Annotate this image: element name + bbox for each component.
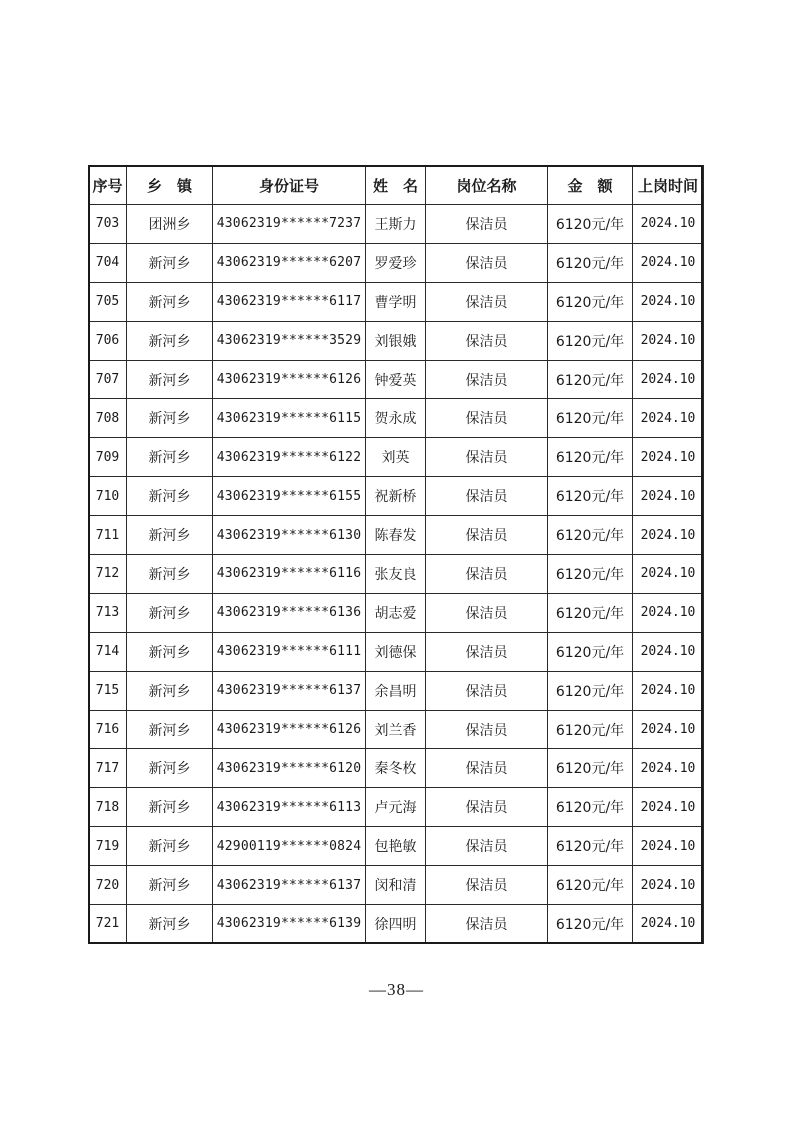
cell-id-number: 43062319******6155 bbox=[213, 477, 366, 516]
cell-position: 保洁员 bbox=[426, 632, 548, 671]
cell-position: 保洁员 bbox=[426, 671, 548, 710]
cell-serial: 713 bbox=[89, 593, 127, 632]
cell-township: 新河乡 bbox=[127, 555, 213, 594]
cell-amount: 6120元/年 bbox=[548, 866, 633, 905]
cell-start-date: 2024.10 bbox=[633, 905, 704, 944]
cell-id-number: 43062319******6207 bbox=[213, 243, 366, 282]
header-serial: 序号 bbox=[89, 166, 127, 205]
cell-township: 新河乡 bbox=[127, 632, 213, 671]
table-row bbox=[89, 671, 704, 710]
cell-serial: 721 bbox=[89, 905, 127, 944]
cell-name: 王斯力 bbox=[366, 205, 426, 244]
cell-serial: 720 bbox=[89, 866, 127, 905]
cell-name: 秦冬枚 bbox=[366, 749, 426, 788]
cell-start-date: 2024.10 bbox=[633, 555, 704, 594]
cell-position: 保洁员 bbox=[426, 205, 548, 244]
cell-name: 闵和清 bbox=[366, 866, 426, 905]
table-header-row bbox=[89, 166, 704, 205]
cell-name: 张友良 bbox=[366, 555, 426, 594]
cell-start-date: 2024.10 bbox=[633, 632, 704, 671]
cell-id-number: 43062319******6117 bbox=[213, 282, 366, 321]
table-body bbox=[89, 205, 704, 944]
cell-township: 新河乡 bbox=[127, 477, 213, 516]
cell-serial: 709 bbox=[89, 438, 127, 477]
cell-serial: 711 bbox=[89, 516, 127, 555]
cell-township: 团洲乡 bbox=[127, 205, 213, 244]
cell-position: 保洁员 bbox=[426, 477, 548, 516]
cell-township: 新河乡 bbox=[127, 243, 213, 282]
table-row bbox=[89, 477, 704, 516]
cell-serial: 703 bbox=[89, 205, 127, 244]
cell-start-date: 2024.10 bbox=[633, 749, 704, 788]
cell-id-number: 43062319******6116 bbox=[213, 555, 366, 594]
table-row bbox=[89, 360, 704, 399]
cell-start-date: 2024.10 bbox=[633, 360, 704, 399]
cell-township: 新河乡 bbox=[127, 399, 213, 438]
table-row bbox=[89, 205, 704, 244]
cell-amount: 6120元/年 bbox=[548, 516, 633, 555]
table-row bbox=[89, 555, 704, 594]
cell-start-date: 2024.10 bbox=[633, 438, 704, 477]
cell-start-date: 2024.10 bbox=[633, 243, 704, 282]
cell-start-date: 2024.10 bbox=[633, 516, 704, 555]
cell-township: 新河乡 bbox=[127, 516, 213, 555]
table-row bbox=[89, 516, 704, 555]
cell-township: 新河乡 bbox=[127, 360, 213, 399]
cell-township: 新河乡 bbox=[127, 671, 213, 710]
cell-id-number: 43062319******6137 bbox=[213, 671, 366, 710]
cell-name: 徐四明 bbox=[366, 905, 426, 944]
cell-township: 新河乡 bbox=[127, 905, 213, 944]
cell-id-number: 43062319******6139 bbox=[213, 905, 366, 944]
cell-start-date: 2024.10 bbox=[633, 866, 704, 905]
cell-township: 新河乡 bbox=[127, 788, 213, 827]
cell-amount: 6120元/年 bbox=[548, 243, 633, 282]
cell-position: 保洁员 bbox=[426, 321, 548, 360]
cell-id-number: 43062319******6130 bbox=[213, 516, 366, 555]
roster-table bbox=[88, 165, 704, 944]
cell-township: 新河乡 bbox=[127, 749, 213, 788]
cell-name: 刘德保 bbox=[366, 632, 426, 671]
cell-name: 陈春发 bbox=[366, 516, 426, 555]
cell-position: 保洁员 bbox=[426, 749, 548, 788]
cell-name: 刘英 bbox=[366, 438, 426, 477]
cell-serial: 712 bbox=[89, 555, 127, 594]
cell-position: 保洁员 bbox=[426, 788, 548, 827]
cell-amount: 6120元/年 bbox=[548, 827, 633, 866]
cell-serial: 716 bbox=[89, 710, 127, 749]
cell-name: 卢元海 bbox=[366, 788, 426, 827]
cell-amount: 6120元/年 bbox=[548, 749, 633, 788]
cell-serial: 708 bbox=[89, 399, 127, 438]
cell-position: 保洁员 bbox=[426, 360, 548, 399]
cell-start-date: 2024.10 bbox=[633, 321, 704, 360]
table-row bbox=[89, 866, 704, 905]
cell-amount: 6120元/年 bbox=[548, 671, 633, 710]
cell-position: 保洁员 bbox=[426, 905, 548, 944]
table-row bbox=[89, 282, 704, 321]
table-row bbox=[89, 243, 704, 282]
cell-township: 新河乡 bbox=[127, 827, 213, 866]
cell-start-date: 2024.10 bbox=[633, 399, 704, 438]
cell-id-number: 43062319******6126 bbox=[213, 710, 366, 749]
cell-township: 新河乡 bbox=[127, 710, 213, 749]
cell-id-number: 43062319******6113 bbox=[213, 788, 366, 827]
cell-id-number: 43062319******6120 bbox=[213, 749, 366, 788]
cell-position: 保洁员 bbox=[426, 438, 548, 477]
cell-name: 刘兰香 bbox=[366, 710, 426, 749]
cell-serial: 719 bbox=[89, 827, 127, 866]
table-row bbox=[89, 632, 704, 671]
cell-position: 保洁员 bbox=[426, 555, 548, 594]
cell-position: 保洁员 bbox=[426, 710, 548, 749]
cell-name: 曹学明 bbox=[366, 282, 426, 321]
cell-id-number: 43062319******6111 bbox=[213, 632, 366, 671]
table-row bbox=[89, 321, 704, 360]
cell-start-date: 2024.10 bbox=[633, 827, 704, 866]
cell-position: 保洁员 bbox=[426, 593, 548, 632]
cell-amount: 6120元/年 bbox=[548, 399, 633, 438]
cell-township: 新河乡 bbox=[127, 438, 213, 477]
cell-name: 祝新桥 bbox=[366, 477, 426, 516]
cell-township: 新河乡 bbox=[127, 593, 213, 632]
cell-amount: 6120元/年 bbox=[548, 321, 633, 360]
cell-position: 保洁员 bbox=[426, 243, 548, 282]
cell-start-date: 2024.10 bbox=[633, 205, 704, 244]
cell-township: 新河乡 bbox=[127, 282, 213, 321]
page-number: —38— bbox=[369, 980, 424, 999]
cell-name: 罗爱珍 bbox=[366, 243, 426, 282]
cell-amount: 6120元/年 bbox=[548, 477, 633, 516]
cell-id-number: 43062319******6126 bbox=[213, 360, 366, 399]
table-row bbox=[89, 438, 704, 477]
cell-serial: 710 bbox=[89, 477, 127, 516]
table-row bbox=[89, 749, 704, 788]
cell-name: 钟爱英 bbox=[366, 360, 426, 399]
cell-amount: 6120元/年 bbox=[548, 632, 633, 671]
cell-serial: 717 bbox=[89, 749, 127, 788]
header-township: 乡 镇 bbox=[127, 166, 213, 205]
cell-id-number: 43062319******6136 bbox=[213, 593, 366, 632]
table-row bbox=[89, 399, 704, 438]
header-position: 岗位名称 bbox=[426, 166, 548, 205]
cell-township: 新河乡 bbox=[127, 321, 213, 360]
cell-serial: 714 bbox=[89, 632, 127, 671]
cell-township: 新河乡 bbox=[127, 866, 213, 905]
cell-name: 包艳敏 bbox=[366, 827, 426, 866]
cell-id-number: 42900119******0824 bbox=[213, 827, 366, 866]
cell-position: 保洁员 bbox=[426, 282, 548, 321]
cell-name: 胡志爱 bbox=[366, 593, 426, 632]
cell-amount: 6120元/年 bbox=[548, 905, 633, 944]
cell-amount: 6120元/年 bbox=[548, 555, 633, 594]
cell-name: 贺永成 bbox=[366, 399, 426, 438]
table-row bbox=[89, 710, 704, 749]
table-row bbox=[89, 827, 704, 866]
cell-serial: 706 bbox=[89, 321, 127, 360]
cell-amount: 6120元/年 bbox=[548, 788, 633, 827]
cell-serial: 705 bbox=[89, 282, 127, 321]
header-name: 姓 名 bbox=[366, 166, 426, 205]
cell-amount: 6120元/年 bbox=[548, 205, 633, 244]
table-row bbox=[89, 788, 704, 827]
cell-position: 保洁员 bbox=[426, 516, 548, 555]
header-amount: 金 额 bbox=[548, 166, 633, 205]
cell-amount: 6120元/年 bbox=[548, 438, 633, 477]
table-row bbox=[89, 593, 704, 632]
cell-amount: 6120元/年 bbox=[548, 360, 633, 399]
cell-start-date: 2024.10 bbox=[633, 477, 704, 516]
cell-name: 余昌明 bbox=[366, 671, 426, 710]
header-id-number: 身份证号 bbox=[213, 166, 366, 205]
cell-name: 刘银娥 bbox=[366, 321, 426, 360]
cell-id-number: 43062319******6122 bbox=[213, 438, 366, 477]
cell-position: 保洁员 bbox=[426, 866, 548, 905]
cell-id-number: 43062319******3529 bbox=[213, 321, 366, 360]
cell-serial: 715 bbox=[89, 671, 127, 710]
cell-position: 保洁员 bbox=[426, 399, 548, 438]
cell-start-date: 2024.10 bbox=[633, 282, 704, 321]
cell-start-date: 2024.10 bbox=[633, 710, 704, 749]
cell-serial: 704 bbox=[89, 243, 127, 282]
cell-start-date: 2024.10 bbox=[633, 788, 704, 827]
header-start-date: 上岗时间 bbox=[633, 166, 704, 205]
table-row bbox=[89, 905, 704, 944]
cell-serial: 707 bbox=[89, 360, 127, 399]
cell-serial: 718 bbox=[89, 788, 127, 827]
cell-start-date: 2024.10 bbox=[633, 671, 704, 710]
cell-amount: 6120元/年 bbox=[548, 282, 633, 321]
cell-id-number: 43062319******6115 bbox=[213, 399, 366, 438]
cell-id-number: 43062319******6137 bbox=[213, 866, 366, 905]
cell-id-number: 43062319******7237 bbox=[213, 205, 366, 244]
cell-amount: 6120元/年 bbox=[548, 593, 633, 632]
cell-position: 保洁员 bbox=[426, 827, 548, 866]
cell-amount: 6120元/年 bbox=[548, 710, 633, 749]
cell-start-date: 2024.10 bbox=[633, 593, 704, 632]
